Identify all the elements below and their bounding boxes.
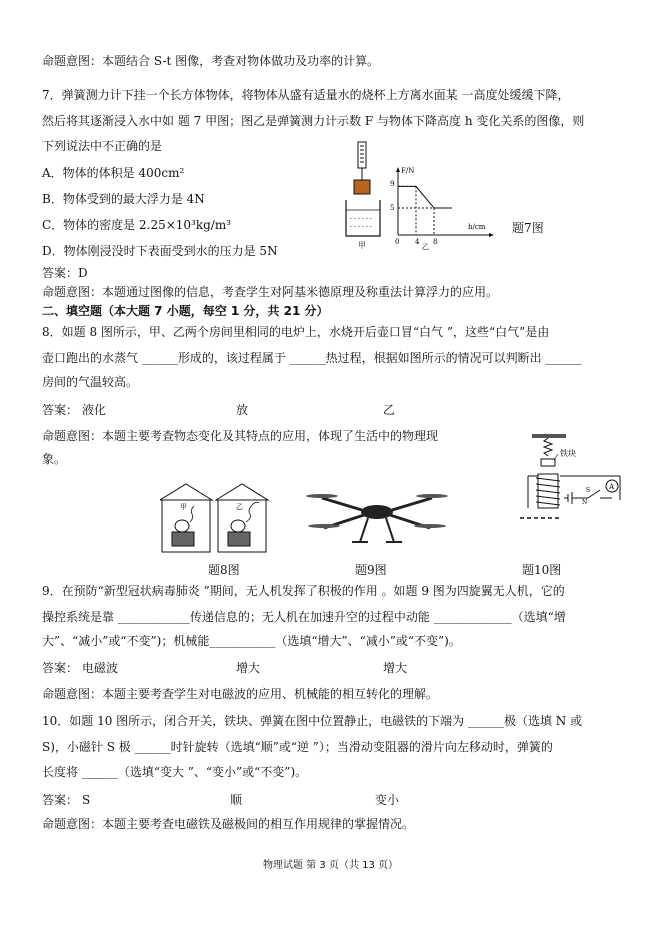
section-heading: 二、填空题（本大题 7 小题，每空 1 分，共 21 分） bbox=[42, 304, 329, 318]
fig7-ylabel: F/N bbox=[401, 167, 415, 175]
q8-answer-label: 答案： bbox=[42, 403, 79, 417]
intent-line-q6: 命题意图：本题结合 S-t 图像，考查对物体做功及功率的计算。 bbox=[42, 54, 380, 68]
q9-stem-3: 大”、“减小”或“不变”)；机械能___________（选填“增大”、“减小”或“不变”)。 bbox=[42, 634, 461, 648]
fig10-caption: 题10图 bbox=[522, 563, 562, 577]
fig9-drone bbox=[302, 482, 452, 552]
fig10-s-label: S bbox=[586, 487, 591, 494]
fig10-circuit bbox=[508, 432, 626, 532]
q7-stem-2: 然后将其逐渐浸入水中如 题 7 甲图；图乙是弹簧测力计示数 F 与物体下降高度 h 变化关系的图像，则 bbox=[42, 114, 585, 128]
q10-stem-2: S)，小磁针 S 极 ______时针旋转（选填“顺”或“逆 ”）；当滑动变阻器的滑片向左移动时，弹簧的 bbox=[42, 740, 553, 754]
q10-answer-1: S bbox=[82, 793, 91, 807]
fig8-jia: 甲 bbox=[180, 503, 187, 511]
q8-stem-1: 8．如题 8 图所示，甲、乙两个房间里相同的电炉上，水烧开后壶口冒“白气 ”，这些“白气”是由 bbox=[42, 325, 550, 339]
fig7-ytick-5: 5 bbox=[390, 204, 395, 212]
q8-answer-1: 液化 bbox=[82, 403, 107, 417]
fig7-jia-label: 甲 bbox=[358, 241, 366, 250]
fig7-ytick-9: 9 bbox=[390, 180, 395, 188]
q8-answer-2: 放 bbox=[236, 403, 249, 417]
q9-answer-2: 增大 bbox=[236, 661, 261, 675]
fig7-apparatus bbox=[338, 140, 388, 252]
q8-stem-3: 房间的气温较高。 bbox=[42, 375, 139, 389]
q9-stem-2: 操控系统是靠 ____________传递信息的；无人机在加速升空的过程中动能 _____________（选填“增 bbox=[42, 610, 566, 624]
svg-text:- - - - - -: - - - - - - bbox=[350, 223, 372, 230]
q10-stem-3: 长度将 ______（选填“变大 ”、“变小”或“不变”)。 bbox=[42, 765, 308, 779]
fig7-series-line bbox=[398, 186, 452, 208]
q7-stem-1: 7．弹簧测力计下挂一个长方体物体，将物体从盛有适量水的烧杯上方离水面某 一高度处缓缓下降， bbox=[42, 88, 570, 102]
q7-answer: 答案：D bbox=[42, 266, 88, 280]
fig7-xtick-4: 4 bbox=[415, 238, 420, 246]
intent-line-q8: 命题意图：本题主要考查物态变化及其特点的应用，体现了生活中的物理现 bbox=[42, 429, 439, 443]
q7-stem-3: 下列说法中不正确的是 bbox=[42, 139, 163, 153]
intent-line-q10: 命题意图：本题主要考查电磁铁及磁极间的相互作用规律的掌握情况。 bbox=[42, 817, 415, 831]
q7-option-a: A．物体的体积是 400cm² bbox=[42, 166, 185, 180]
fig7-graph bbox=[388, 165, 498, 250]
svg-text:- - - - - -: - - - - - - bbox=[350, 215, 372, 222]
q9-answer-1: 电磁波 bbox=[82, 661, 119, 675]
fig9-caption: 题9图 bbox=[355, 563, 387, 577]
q10-answer-2: 顺 bbox=[230, 793, 243, 807]
fig8-rooms bbox=[160, 482, 270, 554]
fig10-n-label: N bbox=[582, 499, 588, 506]
q10-answer-3: 变小 bbox=[375, 793, 400, 807]
q10-stem-1: 10．如题 10 图所示，闭合开关，铁块、弹簧在图中位置静止，电磁铁的下端为 ______极（选填 N 或 bbox=[42, 714, 583, 728]
intent-line-q8-cont: 象。 bbox=[42, 452, 67, 466]
fig7-xlabel: h/cm bbox=[468, 223, 486, 231]
intent-line-q7: 命题意图：本题通过图像的信息，考查学生对阿基米德原理及称重法计算浮力的应用。 bbox=[42, 285, 499, 299]
fig8-yi: 乙 bbox=[236, 503, 243, 511]
q9-stem-1: 9．在预防“新型冠状病毒肺炎 ”期间，无人机发挥了积极的作用 。如题 9 图为四旋翼无人机，它的 bbox=[42, 584, 565, 598]
q7-option-c: C．物体的密度是 2.25×10³kg/m³ bbox=[42, 218, 232, 232]
intent-line-q9: 命题意图：本题主要考查学生对电磁波的应用、机械能的相互转化的理解。 bbox=[42, 687, 439, 701]
page-footer: 物理试题 第 3 页（共 13 页） bbox=[263, 860, 398, 871]
q10-answer-label: 答案： bbox=[42, 793, 79, 807]
hanging-block bbox=[354, 180, 370, 194]
fig7-xtick-8: 8 bbox=[433, 238, 438, 246]
fig10-ammeter-label: A bbox=[609, 483, 615, 491]
fig7-caption: 题7图 bbox=[512, 221, 544, 235]
q9-answer-3: 增大 bbox=[383, 661, 408, 675]
q7-option-d: D．物体刚浸没时下表面受到水的压力是 5N bbox=[42, 244, 278, 258]
fig7-yi-label: 乙 bbox=[422, 243, 429, 250]
q8-answer-3: 乙 bbox=[383, 403, 396, 417]
q7-option-b: B．物体受到的最大浮力是 4N bbox=[42, 192, 205, 206]
q8-stem-2: 壶口跑出的水蒸气 ______形成的，该过程属于 ______热过程，根据如图所示的情况可以判断出 ______ bbox=[42, 351, 582, 365]
fig7-xtick-0: 0 bbox=[395, 238, 400, 246]
fig8-caption: 题8图 bbox=[208, 563, 240, 577]
fig10-iron-label: 铁块 bbox=[560, 449, 576, 458]
q9-answer-label: 答案： bbox=[42, 661, 79, 675]
